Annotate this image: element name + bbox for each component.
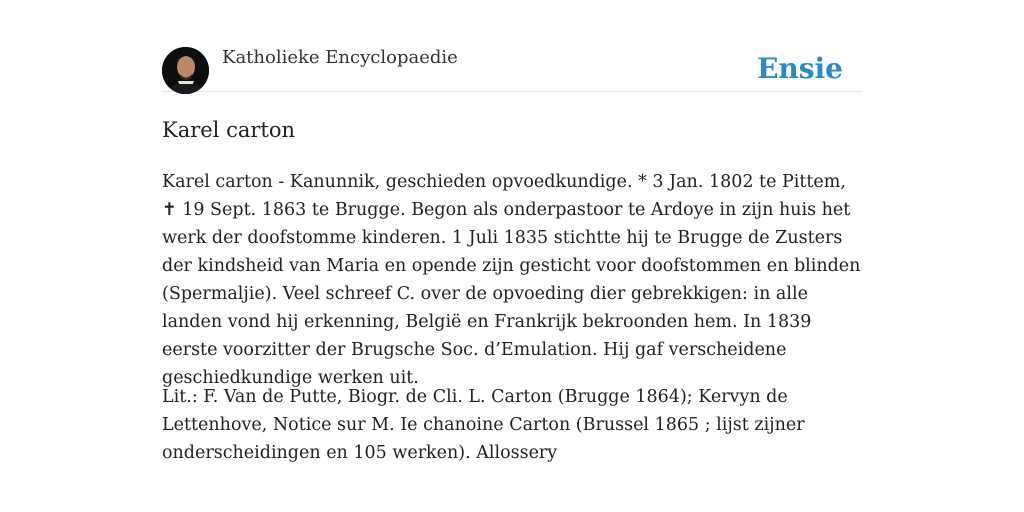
brand-logo[interactable]: Ensie <box>757 52 843 85</box>
source-avatar[interactable] <box>162 47 209 94</box>
article-page <box>162 44 862 463</box>
article-title: Karel carton <box>162 118 295 142</box>
page-header <box>162 44 862 92</box>
portrait-avatar-icon <box>162 47 209 94</box>
source-title[interactable]: Katholieke Encyclopaedie <box>222 47 458 68</box>
article-paragraph: Karel carton - Kanunnik, geschieden opvoedkundige. * 3 Jan. 1802 te Pittem, ✝ 19 Sept. 1863 te Brugge. Begon als onderpastoor te Ardoye in zijn huis het werk der doofstomme kinderen. 1 Juli 1835 stichtte hij te Brugge de Zusters der kindsheid van Maria en opende zijn gesticht voor doofstommen en blinden (Spermaljie). Veel schreef C. over de opvoeding dier gebrekkigen: in alle landen vond hij erkenning, België en Frankrijk bekroonden hem. In 1839 eerste voorzitter der Brugsche Soc. d’Emulation. Hij gaf verscheidene geschiedkundige werken uit. <box>162 172 861 388</box>
literature-paragraph: Lit.: F. Van de Putte, Biogr. de Cli. L. Carton (Brugge 1864); Kervyn de Lettenhove, Notice sur M. Ie chanoine Carton (Brussel 1865 ; lijst zijner onderscheidingen en 105 werken). Allossery <box>162 387 805 463</box>
